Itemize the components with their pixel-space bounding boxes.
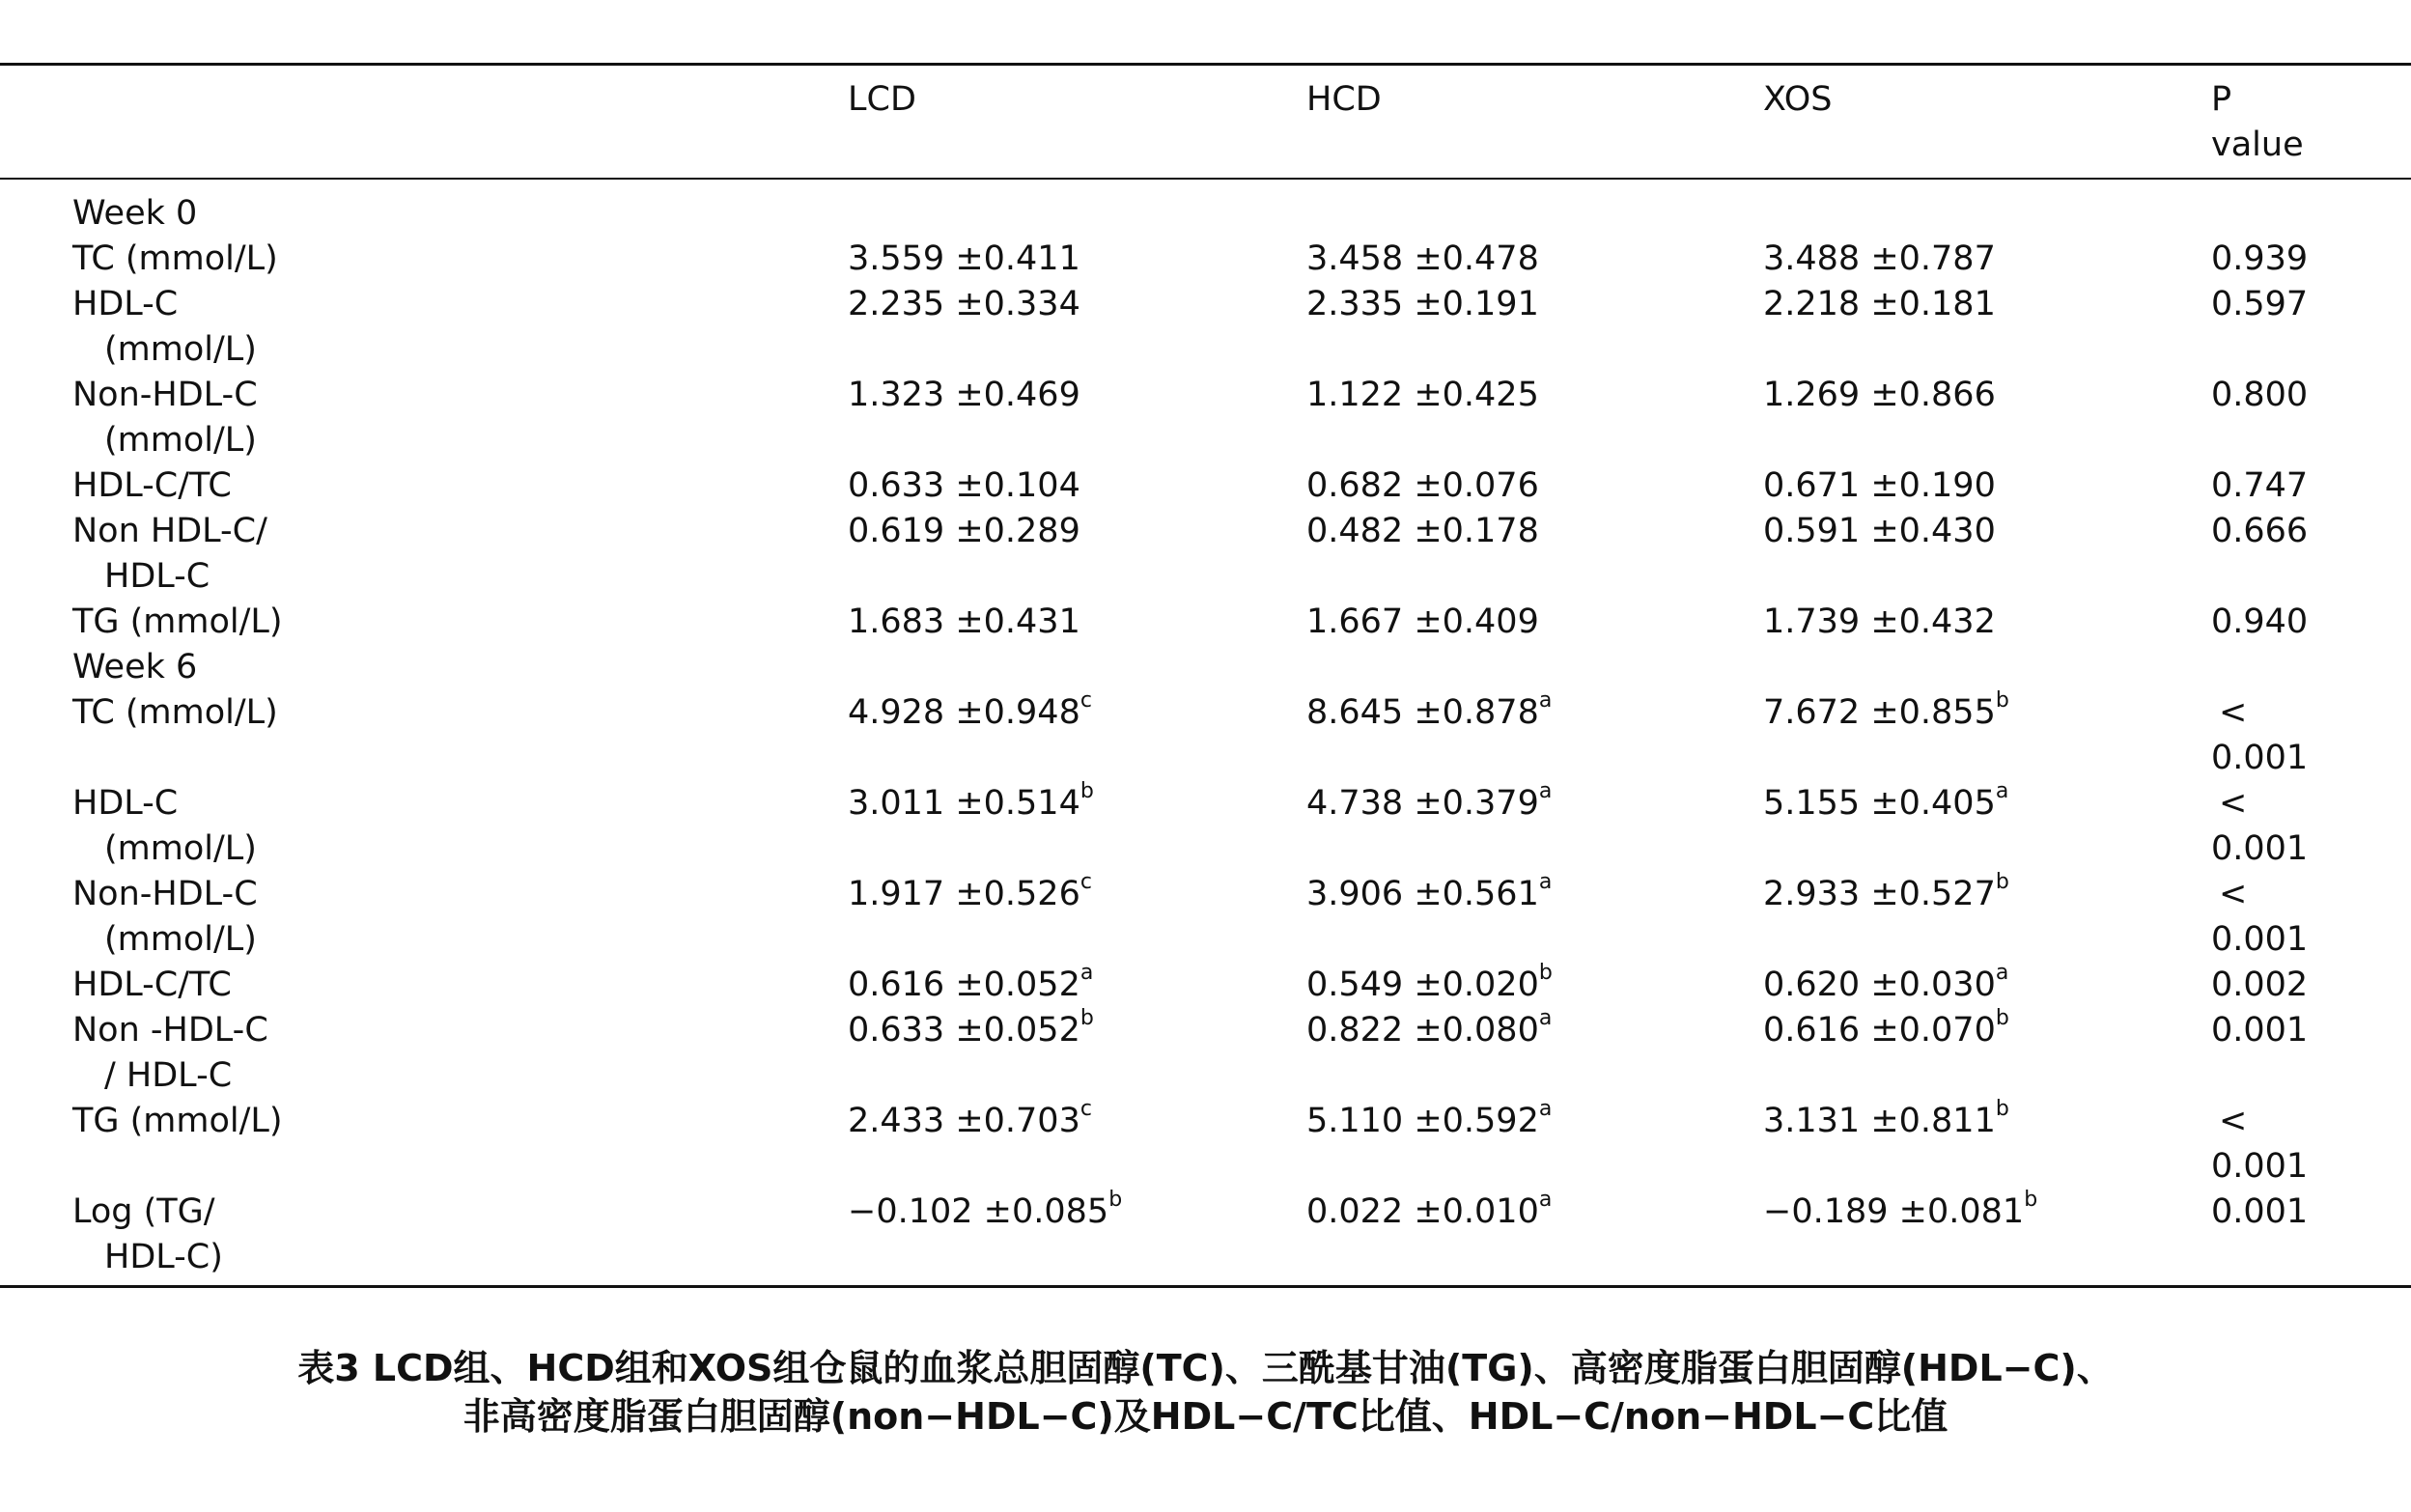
p-value: 0.001	[2211, 1011, 2309, 1050]
significance-letter: a	[1995, 961, 2009, 986]
p-value: 0.001	[2211, 829, 2309, 868]
value-cell	[1306, 872, 1552, 917]
mean-sd: 1.269 ±0.866	[1763, 376, 1996, 414]
mean-sd: 0.616 ±0.070	[1763, 1011, 1996, 1050]
mean-sd: 3.131 ±0.811	[1763, 1102, 1996, 1140]
row-label-line: HDL-C/TC	[72, 966, 232, 1004]
mean-sd: 0.549 ±0.020	[1306, 966, 1539, 1004]
value-cell	[848, 690, 1092, 736]
value-cell	[1763, 690, 2009, 736]
value-cell	[848, 963, 1093, 1008]
row-label-line: TC (mmol/L)	[72, 239, 278, 278]
value-cell	[1763, 509, 1996, 554]
row-label-line: HDL-C	[72, 285, 179, 323]
top-rule	[0, 63, 2411, 66]
mean-sd: 1.667 ±0.409	[1306, 602, 1539, 641]
significance-letter: b	[1995, 1097, 2009, 1122]
mean-sd: 4.928 ±0.948	[848, 693, 1080, 732]
row-label	[72, 1008, 268, 1099]
p-value: <	[2219, 875, 2248, 913]
value-cell	[848, 509, 1080, 554]
section-label: Week 0	[72, 194, 198, 233]
value-cell	[1306, 237, 1539, 282]
value-cell	[848, 282, 1080, 327]
value-cell	[1306, 463, 1539, 509]
mean-sd: 1.683 ±0.431	[848, 602, 1080, 641]
value-cell	[848, 872, 1092, 917]
mean-sd: 3.906 ±0.561	[1306, 875, 1539, 913]
significance-letter: b	[1538, 961, 1553, 986]
mean-sd: 3.011 ±0.514	[848, 784, 1080, 823]
mean-sd: 0.682 ±0.076	[1306, 466, 1539, 505]
value-cell	[848, 781, 1094, 826]
significance-letter: a	[1995, 779, 2009, 804]
mean-sd: 2.433 ±0.703	[848, 1102, 1080, 1140]
bottom-rule	[0, 1285, 2411, 1288]
significance-letter: b	[1079, 779, 1094, 804]
table-caption-line2: 非高密度脂蛋白胆固醇(non−HDL−C)及HDL−C/TC比值、HDL−C/non−HDL−C比值	[463, 1395, 1948, 1438]
mean-sd: 1.122 ±0.425	[1306, 376, 1539, 414]
value-cell	[1306, 282, 1539, 327]
value-cell	[1306, 690, 1552, 736]
row-label	[72, 373, 258, 463]
significance-letter: a	[1538, 870, 1553, 895]
value-cell	[1763, 872, 2009, 917]
value-cell	[848, 373, 1080, 418]
row-label-continuation: (mmol/L)	[104, 421, 257, 460]
significance-letter: a	[1538, 1097, 1553, 1122]
value-cell	[848, 600, 1080, 645]
row-label-continuation: (mmol/L)	[104, 829, 257, 868]
mean-sd: 4.738 ±0.379	[1306, 784, 1539, 823]
significance-letter: a	[1079, 961, 1094, 986]
row-label-line: Non -HDL-C	[72, 1011, 268, 1050]
row-label-continuation: / HDL-C	[104, 1056, 233, 1095]
mean-sd: 0.022 ±0.010	[1306, 1192, 1539, 1231]
row-label-line: HDL-C/TC	[72, 466, 232, 505]
value-cell	[1763, 963, 2008, 1008]
mean-sd: 5.110 ±0.592	[1306, 1102, 1539, 1140]
value-cell	[1763, 463, 1996, 509]
row-label	[72, 282, 257, 373]
section-label: Week 6	[72, 648, 198, 686]
significance-letter: c	[1079, 870, 1092, 895]
row-label-continuation: HDL-C	[104, 557, 210, 596]
value-cell	[1306, 509, 1539, 554]
row-label-continuation: HDL-C)	[104, 1238, 223, 1276]
mean-sd: 2.218 ±0.181	[1763, 285, 1996, 323]
header-lcd: LCD	[848, 80, 916, 119]
p-value: 0.939	[2211, 239, 2309, 278]
mean-sd: 1.739 ±0.432	[1763, 602, 1996, 641]
mean-sd: 0.633 ±0.052	[848, 1011, 1080, 1050]
mean-sd: 2.235 ±0.334	[848, 285, 1080, 323]
mean-sd: 5.155 ±0.405	[1763, 784, 1996, 823]
mean-sd: 3.488 ±0.787	[1763, 239, 1996, 278]
significance-letter: b	[1995, 870, 2009, 895]
p-value: 0.666	[2211, 512, 2309, 550]
row-label	[72, 1099, 283, 1144]
mean-sd: 0.671 ±0.190	[1763, 466, 1996, 505]
significance-letter: a	[1538, 1188, 1553, 1213]
row-label-line: TC (mmol/L)	[72, 693, 278, 732]
row-label	[72, 509, 267, 600]
header-p-line2: value	[2211, 126, 2304, 164]
value-cell	[1306, 1008, 1552, 1053]
value-cell	[1763, 237, 1996, 282]
p-value: 0.940	[2211, 602, 2309, 641]
mean-sd: 0.620 ±0.030	[1763, 966, 1996, 1004]
value-cell	[1306, 1190, 1552, 1235]
header-p-line1: P	[2211, 80, 2232, 119]
row-label-continuation: (mmol/L)	[104, 330, 257, 369]
row-label-line: TG (mmol/L)	[72, 1102, 283, 1140]
mean-sd: 2.335 ±0.191	[1306, 285, 1539, 323]
value-cell	[1306, 373, 1539, 418]
mean-sd: 0.633 ±0.104	[848, 466, 1080, 505]
header-xos: XOS	[1763, 80, 1833, 119]
p-value: <	[2219, 784, 2248, 823]
value-cell	[1763, 373, 1996, 418]
significance-letter: c	[1079, 688, 1092, 714]
p-value: 0.800	[2211, 376, 2309, 414]
value-cell	[1763, 600, 1996, 645]
row-label	[72, 237, 278, 282]
row-label-line: Non-HDL-C	[72, 376, 258, 414]
mean-sd: −0.102 ±0.085	[848, 1192, 1109, 1231]
value-cell	[1306, 1099, 1552, 1144]
value-cell	[1306, 963, 1553, 1008]
value-cell	[1306, 600, 1539, 645]
significance-letter: b	[1108, 1188, 1123, 1213]
row-label	[72, 1190, 223, 1280]
mean-sd: 0.822 ±0.080	[1306, 1011, 1539, 1050]
mean-sd: 0.591 ±0.430	[1763, 512, 1996, 550]
p-value: 0.001	[2211, 739, 2309, 777]
significance-letter: b	[1995, 1006, 2009, 1031]
p-value: 0.002	[2211, 966, 2309, 1004]
p-value: <	[2219, 693, 2248, 732]
header-rule	[0, 178, 2411, 180]
row-label-line: HDL-C	[72, 784, 179, 823]
mean-sd: 3.458 ±0.478	[1306, 239, 1539, 278]
row-label-line: TG (mmol/L)	[72, 602, 283, 641]
value-cell	[1763, 1008, 2009, 1053]
significance-letter: a	[1538, 688, 1553, 714]
mean-sd: 2.933 ±0.527	[1763, 875, 1996, 913]
mean-sd: −0.189 ±0.081	[1763, 1192, 2025, 1231]
significance-letter: a	[1538, 1006, 1553, 1031]
row-label	[72, 872, 258, 963]
row-label	[72, 463, 232, 509]
row-label-line: Log (TG/	[72, 1192, 215, 1231]
header-hcd: HCD	[1306, 80, 1382, 119]
value-cell	[1763, 1190, 2037, 1235]
p-value: 0.597	[2211, 285, 2309, 323]
value-cell	[1763, 781, 2008, 826]
row-label	[72, 600, 283, 645]
significance-letter: a	[1538, 779, 1553, 804]
p-value: 0.001	[2211, 920, 2309, 959]
value-cell	[848, 1099, 1092, 1144]
mean-sd: 0.616 ±0.052	[848, 966, 1080, 1004]
row-label	[72, 963, 232, 1008]
row-label	[72, 781, 257, 872]
mean-sd: 1.917 ±0.526	[848, 875, 1080, 913]
row-label	[72, 690, 278, 736]
row-label-continuation: (mmol/L)	[104, 920, 257, 959]
significance-letter: b	[1995, 688, 2009, 714]
value-cell	[1763, 1099, 2009, 1144]
value-cell	[1306, 781, 1552, 826]
value-cell	[848, 1008, 1094, 1053]
value-cell	[848, 1190, 1122, 1235]
mean-sd: 7.672 ±0.855	[1763, 693, 1996, 732]
p-value: 0.747	[2211, 466, 2309, 505]
p-value: 0.001	[2211, 1147, 2309, 1186]
significance-letter: b	[2024, 1188, 2038, 1213]
mean-sd: 1.323 ±0.469	[848, 376, 1080, 414]
mean-sd: 3.559 ±0.411	[848, 239, 1080, 278]
mean-sd: 0.482 ±0.178	[1306, 512, 1539, 550]
significance-letter: c	[1079, 1097, 1092, 1122]
p-value: 0.001	[2211, 1192, 2309, 1231]
mean-sd: 8.645 ±0.878	[1306, 693, 1539, 732]
value-cell	[848, 463, 1080, 509]
value-cell	[1763, 282, 1996, 327]
row-label-line: Non-HDL-C	[72, 875, 258, 913]
row-label-line: Non HDL-C/	[72, 512, 267, 550]
significance-letter: b	[1079, 1006, 1094, 1031]
p-value: <	[2219, 1102, 2248, 1140]
table-caption-line1: 表3 LCD组、HCD组和XOS组仓鼠的血浆总胆固醇(TC)、三酰基甘油(TG)、高密度脂蛋白胆固醇(HDL−C)、	[297, 1347, 2114, 1389]
value-cell	[848, 237, 1080, 282]
mean-sd: 0.619 ±0.289	[848, 512, 1080, 550]
